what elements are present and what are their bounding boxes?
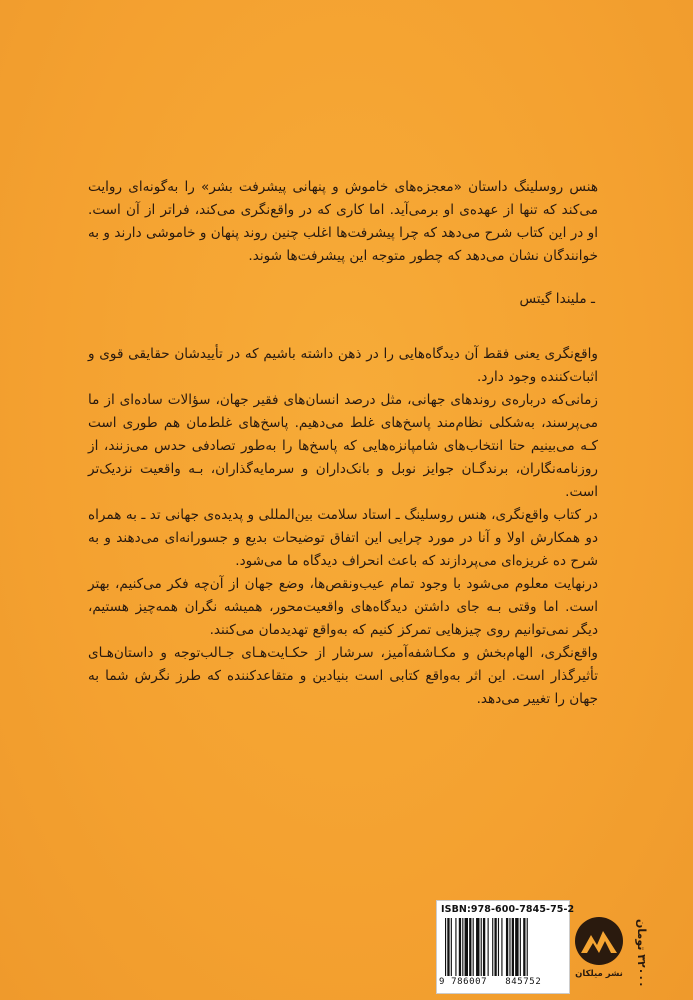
paragraph-1: واقع‌نگری یعنی فقط آن دیدگاه‌هایی را در ذهن داشته باشیم که در تأییدشان حقایقی قوی و اثبات‌کننده وجود دارد. xyxy=(88,346,598,385)
barcode-lead-digit: 9 xyxy=(439,977,446,987)
barcode-number xyxy=(439,977,567,987)
description-block xyxy=(88,343,598,711)
isbn-label: ISBN:978-600-7845-75-2 xyxy=(441,904,575,915)
barcode xyxy=(436,900,575,994)
quote-text: هنس روسلینگ داستان «معجزه‌های خاموش و پنهانی پیشرفت بشر» را به‌گونه‌ای روایت می‌کند که تنها از عهده‌ی او برمی‌آید. اما کاری که در واقع‌نگری می‌کند، فراتر از آن است. او در این کتاب شرح می‌دهد که چرا پیشرفت‌ها اغلب چنین روند پنهان و خاموشی دارند و به خوانندگان نشان می‌دهد که چطور متوجه این پیشرفت‌ها شوند. xyxy=(88,179,598,264)
publisher-logo-icon xyxy=(573,915,625,967)
publisher-name: نشر میلکان xyxy=(575,969,623,979)
paragraph-4: درنهایت معلوم می‌شود با وجود تمام عیب‌ونقص‌ها، وضع جهان از آن‌چه فکر می‌کنیم، بهتر است. اما وقتی بـه جای داشتن دیدگاه‌های واقعیت‌محور، همیشه نگران همه‌چیز هستیم، دیگر نمی‌توانیم روی چیزهایی تمرکز کنیم که به‌واقع تهدیدمان می‌کنند. xyxy=(88,576,598,638)
paragraph-5: واقع‌نگری، الهام‌بخش و مکـاشفه‌آمیز، سرشار از حکـایت‌هـای جـالب‌توجه و داستان‌هـای تأثیرگذار است. این اثر به‌واقع کتابی است بنیادین و متقاعدکننده که طرز نگرش شما به جهان را تغییر می‌دهد. xyxy=(88,645,598,707)
barcode-digits: 786007 845752 xyxy=(451,977,542,987)
quote-author: ـ ملیندا گیتس xyxy=(519,291,595,307)
paragraph-2: زمانی‌که درباره‌ی روندهای جهانی، مثل درصد انسان‌های فقیر جهان، سؤالات ساده‌ای از ما می‌پرسند، به‌شکلی نظام‌مند پاسخ‌های غلط می‌دهیم. پاسخ‌های غلط‌مان هم طوری است کـه می‌بینیم حتا انتخاب‌های شامپانزه‌هایی که پاسخ‌ها را به‌طور تصادفی حدس می‌زنند، از روزنامه‌نگاران، برندگـان جوایز نوبل و بانک‌داران و سرمایه‌گذاران، بـه واقعیت نزدیک‌تر است. xyxy=(88,392,598,500)
barcode-bars xyxy=(445,918,563,976)
price-label: ۳۲۰۰۰ تومان xyxy=(635,919,648,988)
paragraph-3: در کتاب واقع‌نگری، هنس روسلینگ ـ استاد سلامت بین‌المللی و پدیده‌ی جهانی تد ـ به همراه دو همکارش اولا و آنا در مورد چرایی این اتفاق توضیحات بدیع و جسورانه‌ای می‌دهند و به شرح ده غریزه‌ای می‌پردازند که باعث انحراف دیدگاه ما می‌شود. xyxy=(88,507,598,569)
